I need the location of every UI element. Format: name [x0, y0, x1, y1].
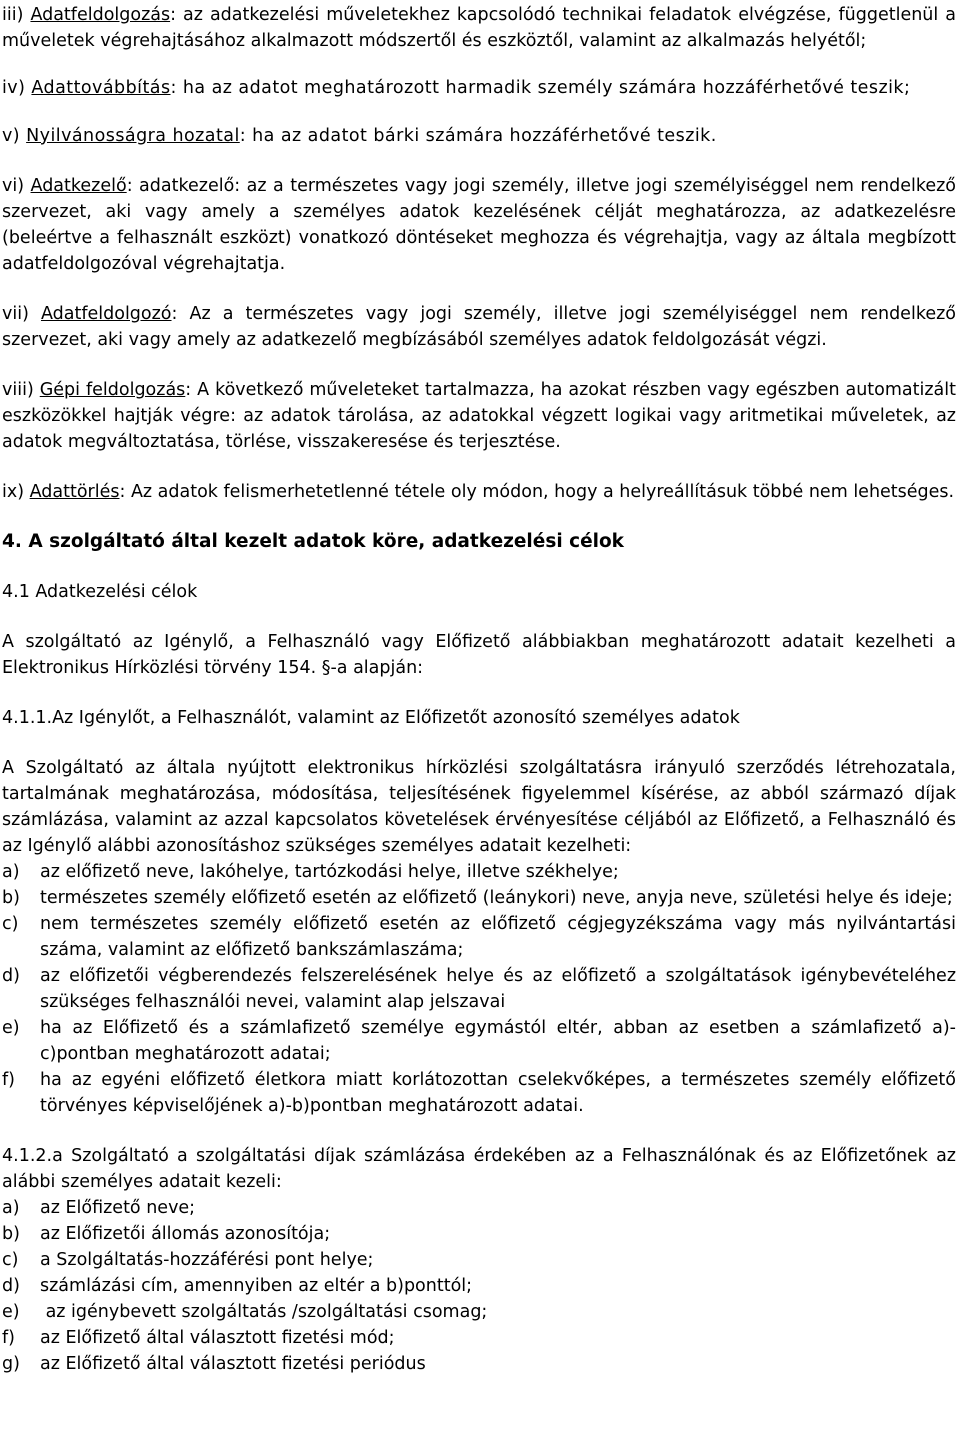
definition-term: Adatfeldolgozás	[30, 5, 171, 25]
definition-text: : Az a természetes vagy jogi személy, illetve jogi személyiséggel nem rendelkező szervezet, aki vagy amely az adatkezelő megbízásából személyes adatok feldolgozását végzi.	[2, 304, 956, 350]
definition-viii	[2, 377, 956, 455]
list-marker: b)	[2, 888, 20, 908]
list-marker: g)	[2, 1354, 20, 1374]
list-item-text: a Szolgáltatás-hozzáférési pont helye;	[40, 1250, 374, 1270]
definition-prefix: iv)	[2, 78, 32, 98]
definition-prefix: vii)	[2, 304, 41, 324]
list-item	[2, 1351, 956, 1377]
definition-prefix: v)	[2, 126, 27, 146]
list-item-text: az Előfizető által választott fizetési mód;	[40, 1328, 395, 1348]
definition-iii	[2, 2, 956, 54]
list-item-text: az Előfizetői állomás azonosítója;	[40, 1224, 331, 1244]
list-item-text: az Előfizető által választott fizetési periódus	[40, 1354, 426, 1374]
list-item	[2, 1221, 956, 1247]
definition-vi	[2, 173, 956, 277]
definition-term: Adatkezelő	[30, 176, 127, 196]
list-item	[2, 1195, 956, 1221]
list-marker: f)	[2, 1070, 15, 1090]
section-4-1-paragraph: A szolgáltató az Igénylő, a Felhasználó vagy Előfizető alábbiakban meghatározott adatait kezelheti a Elektronikus Hírközlési törvény 154. §-a alapján:	[2, 632, 956, 678]
definition-vii	[2, 301, 956, 353]
list-item-text: ha az egyéni előfizető életkora miatt korlátozottan cselekvőképes, a természetes személy előfizető törvényes képviselőjének a)-b)pontban meghatározott adatai.	[40, 1070, 956, 1116]
definition-prefix: ix)	[2, 482, 30, 502]
section-4-heading: 4. A szolgáltató által kezelt adatok köre, adatkezelési célok	[2, 531, 624, 552]
definition-text: : A következő műveleteket tartalmazza, ha azokat részben vagy egészben automatizált eszközökkel hajtják végre: az adatok tárolása, az adatokkal végzett logikai vagy aritmetikai műveletek, az adatok megváltoztatása, törlése, visszakeresése és terjesztése.	[2, 380, 957, 452]
list-item-text: az igénybevett szolgáltatás /szolgáltatási csomag;	[40, 1302, 488, 1322]
definition-term: Gépi feldolgozás	[39, 380, 186, 400]
list-item-text: természetes személy előfizető esetén az előfizető (leánykori) neve, anyja neve, születési helye és ideje;	[40, 888, 953, 908]
list-marker: e)	[2, 1018, 20, 1038]
definition-text: : Az adatok felismerhetetlenné tétele oly módon, hogy a helyreállításuk többé nem lehetséges.	[119, 482, 955, 502]
list-item-text: ha az Előfizető és a számlafizető személye egymástól eltér, abban az esetben a számlafizető a)-c)pontban meghatározott adatai;	[40, 1018, 956, 1064]
list-item	[2, 963, 956, 1015]
definition-term: Nyilvánosságra hozatal	[26, 126, 240, 146]
definition-prefix: vi)	[2, 176, 31, 196]
definition-text: : az adatkezelési műveletekhez kapcsolódó technikai feladatok elvégzése, függetlenül a műveletek végrehajtásához alkalmazott módszertől és eszköztől, valamint az alkalmazás helyétől;	[2, 5, 956, 51]
list-item-text: nem természetes személy előfizető esetén az előfizető cégjegyzékszáma vagy más nyilvántartási száma, valamint az előfizető bankszámlaszáma;	[40, 914, 956, 960]
document-page	[0, 2, 960, 1377]
list-item	[2, 911, 956, 963]
list-marker: c)	[2, 1250, 19, 1270]
list-marker: c)	[2, 914, 19, 934]
section-4-1-1-heading: 4.1.1.Az Igénylőt, a Felhasználót, valamint az Előfizetőt azonosító személyes adatok	[2, 708, 740, 728]
list-item-text: az Előfizető neve;	[40, 1198, 196, 1218]
list-marker: b)	[2, 1224, 20, 1244]
definition-term: Adattovábbítás	[31, 78, 171, 98]
section-4-1-heading: 4.1 Adatkezelési célok	[2, 582, 198, 602]
list-item-text: az előfizető neve, lakóhelye, tartózkodási helye, illetve székhelye;	[40, 862, 619, 882]
list-marker: d)	[2, 1276, 20, 1296]
definition-text: : ha az adatot meghatározott harmadik személy számára hozzáférhetővé teszik;	[170, 78, 911, 98]
definition-term: Adatfeldolgozó	[40, 304, 172, 324]
list-marker: f)	[2, 1328, 15, 1348]
definition-prefix: iii)	[2, 5, 31, 25]
list-marker: a)	[2, 862, 20, 882]
definition-prefix: viii)	[2, 380, 40, 400]
definition-text: : ha az adatot bárki számára hozzáférhetővé teszik.	[239, 126, 717, 146]
billing-data-list	[2, 1195, 956, 1377]
definition-iv	[2, 75, 956, 101]
list-item	[2, 1273, 956, 1299]
definition-ix	[2, 479, 956, 505]
list-item	[2, 1015, 956, 1067]
section-4-1-1-paragraph: A Szolgáltató az általa nyújtott elektronikus hírközlési szolgáltatásra irányuló szerződés létrehozatala, tartalmának meghatározása, módosítása, teljesítésének figyelemmel kísérése, az abból származó díjak számlázása, valamint az azzal kapcsolatos követelések érvényesítése céljából az Előfizető, a Felhasználó és az Igénylő alábbi azonosításhoz szükséges személyes adatait kezelheti:	[2, 758, 956, 856]
list-item	[2, 1247, 956, 1273]
list-item	[2, 885, 956, 911]
list-marker: e)	[2, 1302, 20, 1322]
section-4-1-2-paragraph: 4.1.2.a Szolgáltató a szolgáltatási díjak számlázása érdekében az a Felhasználónak és az Előfizetőnek az alábbi személyes adatait kezeli:	[2, 1146, 956, 1192]
identification-data-list	[2, 859, 956, 1119]
definition-term: Adattörlés	[29, 482, 120, 502]
definition-text: : adatkezelő: az a természetes vagy jogi személy, illetve jogi személyiséggel nem rendelkező szervezet, aki vagy amely a személyes adatok kezelésének célját meghatározza, az adatkezelésre (beleértve a felhasznált eszközt) vonatkozó döntéseket meghozza és végrehajtja, vagy az általa megbízott adatfeldolgozóval végrehajtatja.	[2, 176, 957, 274]
list-marker: a)	[2, 1198, 20, 1218]
list-item	[2, 859, 956, 885]
list-item	[2, 1067, 956, 1119]
list-marker: d)	[2, 966, 20, 986]
definition-v	[2, 123, 956, 149]
list-item-text: az előfizetői végberendezés felszerelésének helye és az előfizető a szolgáltatások igénybevételéhez szükséges felhasználói nevei, valamint alap jelszavai	[40, 966, 956, 1012]
list-item	[2, 1299, 956, 1325]
list-item	[2, 1325, 956, 1351]
list-item-text: számlázási cím, amennyiben az eltér a b)ponttól;	[40, 1276, 473, 1296]
